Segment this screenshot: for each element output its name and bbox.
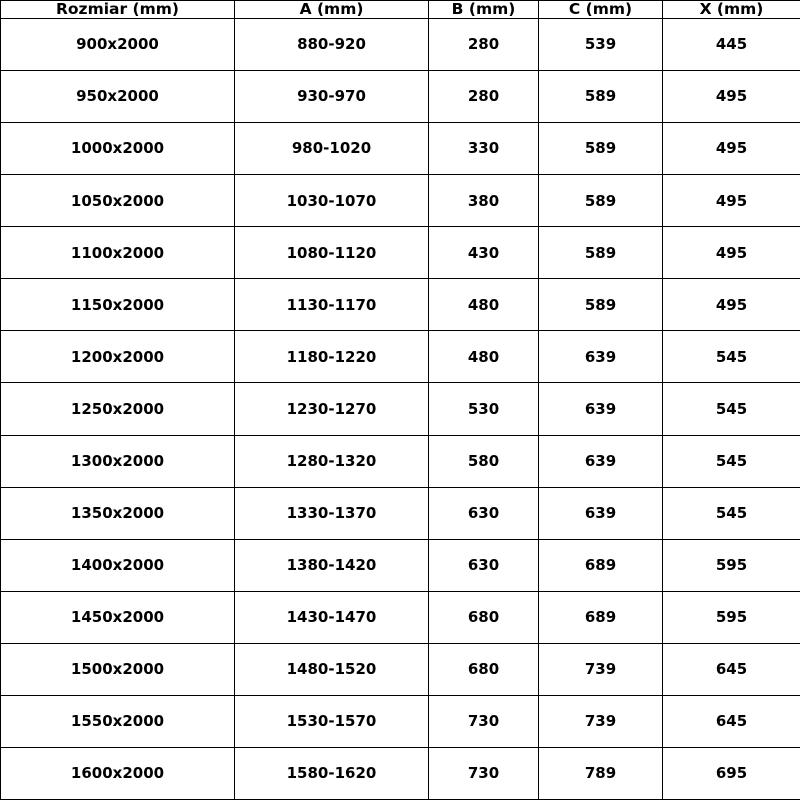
cell-a: 1330-1370 bbox=[235, 487, 429, 539]
table-row bbox=[1, 331, 800, 383]
cell-a: 1230-1270 bbox=[235, 383, 429, 435]
cell-size: 1150x2000 bbox=[1, 279, 235, 331]
cell-c: 589 bbox=[539, 71, 663, 123]
cell-a: 1130-1170 bbox=[235, 279, 429, 331]
cell-b: 380 bbox=[429, 175, 539, 227]
cell-a: 1030-1070 bbox=[235, 175, 429, 227]
cell-size: 1250x2000 bbox=[1, 383, 235, 435]
table-row bbox=[1, 643, 800, 695]
table-row bbox=[1, 227, 800, 279]
cell-b: 630 bbox=[429, 539, 539, 591]
cell-size: 1050x2000 bbox=[1, 175, 235, 227]
cell-a: 1080-1120 bbox=[235, 227, 429, 279]
cell-c: 689 bbox=[539, 539, 663, 591]
cell-a: 1530-1570 bbox=[235, 695, 429, 747]
cell-x: 495 bbox=[663, 227, 800, 279]
cell-c: 639 bbox=[539, 487, 663, 539]
cell-b: 330 bbox=[429, 123, 539, 175]
cell-c: 689 bbox=[539, 591, 663, 643]
cell-x: 495 bbox=[663, 71, 800, 123]
cell-b: 680 bbox=[429, 643, 539, 695]
table-row bbox=[1, 123, 800, 175]
cell-b: 280 bbox=[429, 71, 539, 123]
cell-x: 545 bbox=[663, 383, 800, 435]
table-row bbox=[1, 747, 800, 799]
cell-a: 880-920 bbox=[235, 19, 429, 71]
cell-c: 589 bbox=[539, 123, 663, 175]
cell-size: 900x2000 bbox=[1, 19, 235, 71]
cell-a: 1180-1220 bbox=[235, 331, 429, 383]
cell-size: 1550x2000 bbox=[1, 695, 235, 747]
cell-x: 595 bbox=[663, 539, 800, 591]
table-row bbox=[1, 19, 800, 71]
cell-b: 730 bbox=[429, 695, 539, 747]
cell-c: 739 bbox=[539, 695, 663, 747]
cell-x: 445 bbox=[663, 19, 800, 71]
table-row bbox=[1, 487, 800, 539]
table-row bbox=[1, 695, 800, 747]
column-header-x: X (mm) bbox=[663, 1, 800, 19]
cell-x: 495 bbox=[663, 123, 800, 175]
cell-x: 595 bbox=[663, 591, 800, 643]
cell-x: 645 bbox=[663, 643, 800, 695]
column-header-c: C (mm) bbox=[539, 1, 663, 19]
cell-x: 545 bbox=[663, 487, 800, 539]
cell-c: 539 bbox=[539, 19, 663, 71]
table-row bbox=[1, 539, 800, 591]
cell-b: 580 bbox=[429, 435, 539, 487]
table-row bbox=[1, 71, 800, 123]
cell-b: 480 bbox=[429, 279, 539, 331]
cell-size: 1450x2000 bbox=[1, 591, 235, 643]
cell-x: 495 bbox=[663, 175, 800, 227]
cell-size: 950x2000 bbox=[1, 71, 235, 123]
table-row bbox=[1, 591, 800, 643]
cell-c: 639 bbox=[539, 383, 663, 435]
table-row bbox=[1, 279, 800, 331]
cell-a: 1480-1520 bbox=[235, 643, 429, 695]
cell-b: 630 bbox=[429, 487, 539, 539]
cell-size: 1100x2000 bbox=[1, 227, 235, 279]
cell-size: 1300x2000 bbox=[1, 435, 235, 487]
column-header-a: A (mm) bbox=[235, 1, 429, 19]
cell-a: 980-1020 bbox=[235, 123, 429, 175]
cell-b: 530 bbox=[429, 383, 539, 435]
table-header-row bbox=[1, 1, 800, 19]
cell-c: 639 bbox=[539, 331, 663, 383]
cell-size: 1000x2000 bbox=[1, 123, 235, 175]
cell-b: 730 bbox=[429, 747, 539, 799]
cell-c: 589 bbox=[539, 279, 663, 331]
cell-x: 545 bbox=[663, 331, 800, 383]
cell-b: 480 bbox=[429, 331, 539, 383]
cell-x: 645 bbox=[663, 695, 800, 747]
cell-a: 1380-1420 bbox=[235, 539, 429, 591]
cell-b: 430 bbox=[429, 227, 539, 279]
table-header bbox=[1, 1, 800, 19]
table-row bbox=[1, 435, 800, 487]
cell-x: 495 bbox=[663, 279, 800, 331]
cell-a: 1430-1470 bbox=[235, 591, 429, 643]
cell-size: 1350x2000 bbox=[1, 487, 235, 539]
cell-c: 639 bbox=[539, 435, 663, 487]
cell-b: 680 bbox=[429, 591, 539, 643]
table-body bbox=[1, 19, 800, 800]
column-header-size: Rozmiar (mm) bbox=[1, 1, 235, 19]
cell-size: 1200x2000 bbox=[1, 331, 235, 383]
cell-size: 1500x2000 bbox=[1, 643, 235, 695]
cell-size: 1400x2000 bbox=[1, 539, 235, 591]
cell-b: 280 bbox=[429, 19, 539, 71]
cell-a: 1580-1620 bbox=[235, 747, 429, 799]
cell-a: 1280-1320 bbox=[235, 435, 429, 487]
cell-c: 589 bbox=[539, 175, 663, 227]
table-row bbox=[1, 383, 800, 435]
cell-c: 739 bbox=[539, 643, 663, 695]
cell-x: 545 bbox=[663, 435, 800, 487]
cell-a: 930-970 bbox=[235, 71, 429, 123]
cell-x: 695 bbox=[663, 747, 800, 799]
table-row bbox=[1, 175, 800, 227]
cell-size: 1600x2000 bbox=[1, 747, 235, 799]
cell-c: 589 bbox=[539, 227, 663, 279]
cell-c: 789 bbox=[539, 747, 663, 799]
column-header-b: B (mm) bbox=[429, 1, 539, 19]
